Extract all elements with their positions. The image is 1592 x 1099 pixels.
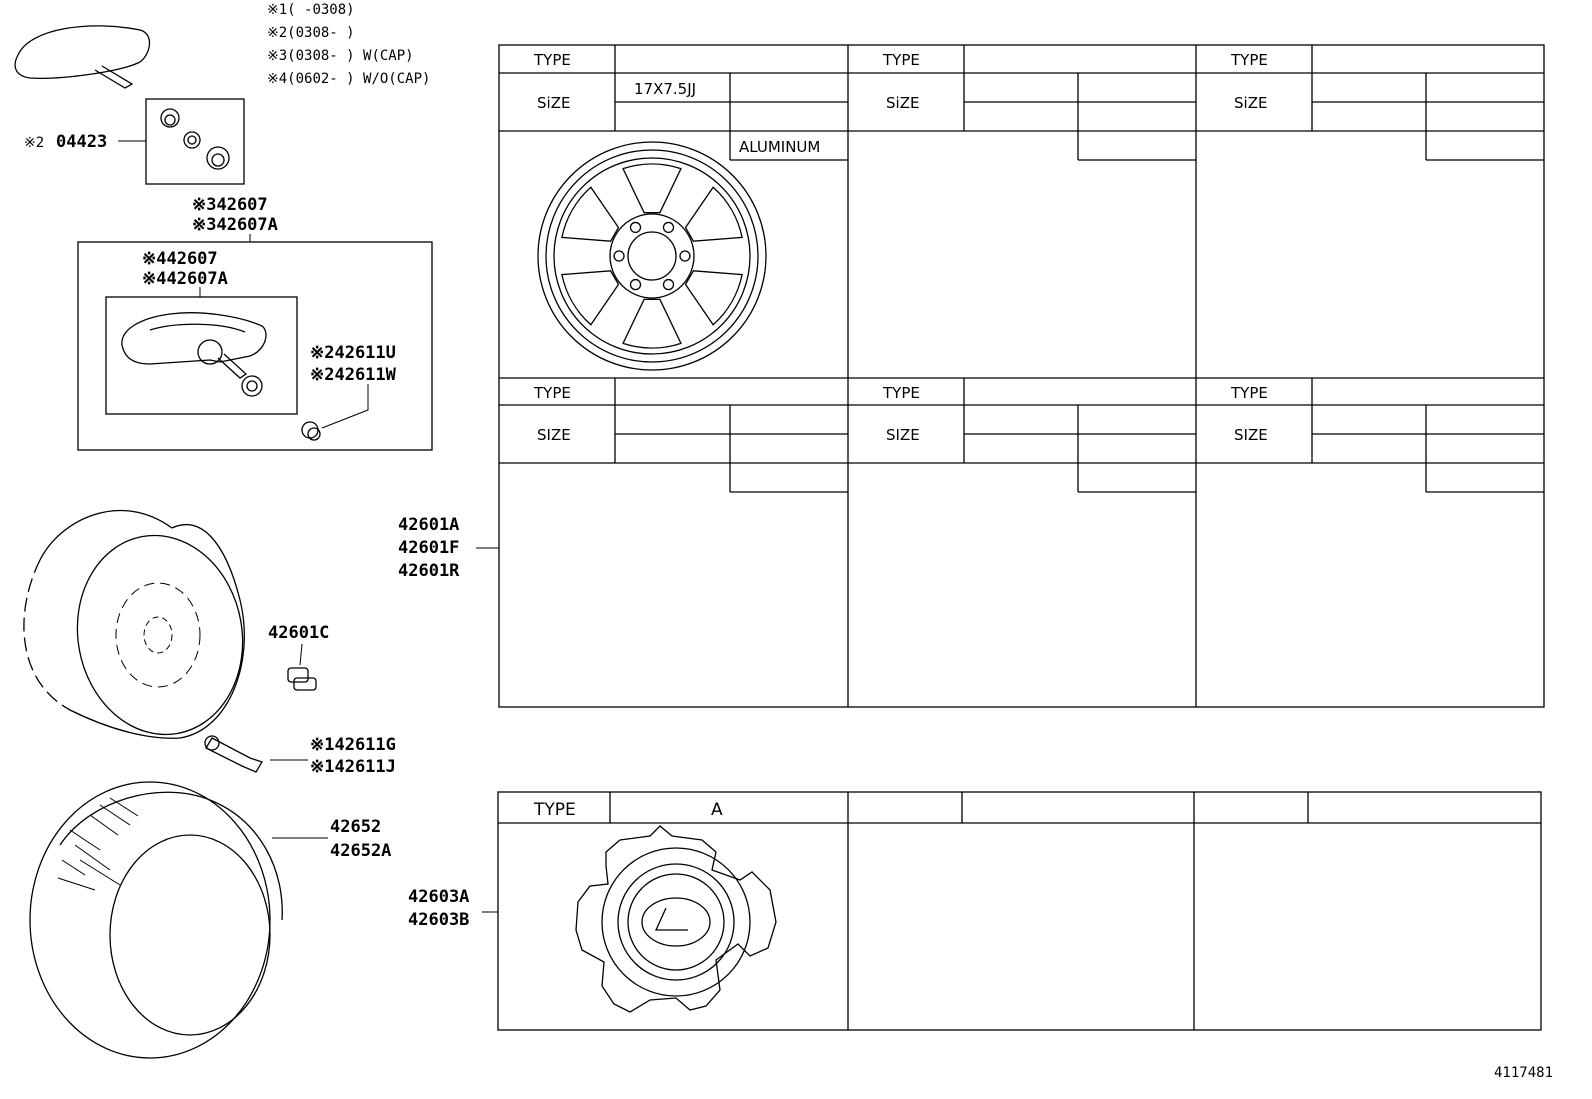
part-04423-label: 04423 — [56, 132, 108, 152]
wheel-type-label-1: TYPE — [534, 51, 571, 69]
wheel-material-label: ALUMINUM — [739, 138, 821, 156]
note-1: ※1( -0308) — [267, 2, 355, 18]
wheel-type-label-6: TYPE — [1231, 384, 1268, 402]
wheel-side-illustration — [24, 511, 258, 748]
wheel-type-label-3: TYPE — [1231, 51, 1268, 69]
wheel-size-value: 17X7.5JJ — [634, 80, 697, 98]
part-42611W-label: ※242611W — [310, 365, 396, 385]
part-42607A-label-1: ※342607A — [192, 215, 278, 235]
note-3: ※3(0308- ) W(CAP) — [267, 48, 414, 64]
note-4: ※4(0602- ) W/O(CAP) — [267, 71, 431, 87]
part-42603B-label: 42603B — [408, 910, 470, 930]
wheel-type-label-5: TYPE — [883, 384, 920, 402]
part-42652-label: 42652 — [330, 817, 382, 837]
wheel-lug-nut — [614, 251, 624, 261]
wheel-size-label-2: SiZE — [886, 94, 920, 112]
part-42652A-label: 42652A — [330, 841, 392, 861]
part-42607A-label-2: ※442607A — [142, 269, 228, 289]
wheel-lug-nut — [680, 251, 690, 261]
wheel-lug-nut — [631, 222, 641, 232]
part-42611G-label: ※142611G — [310, 735, 396, 755]
wheel-size-label-5: SIZE — [886, 426, 920, 444]
valve-nut-illustration — [302, 422, 320, 440]
wheel-spoke-window — [623, 299, 681, 348]
part-42601A-label: 42601A — [398, 515, 460, 535]
part-42607-label-1: ※342607 — [192, 195, 268, 215]
tire-illustration — [30, 782, 282, 1058]
wheel-size-label-4: SIZE — [537, 426, 571, 444]
part-42601R-label: 42601R — [398, 561, 460, 581]
valve-stem-illustration — [205, 736, 262, 772]
wheel-lug-nut — [664, 280, 674, 290]
tpms-sensor-illustration — [122, 313, 266, 396]
part-42607-label-2: ※442607 — [142, 249, 218, 269]
wheel-spoke-window — [623, 164, 681, 213]
wheel-type-label-4: TYPE — [534, 384, 571, 402]
note-2: ※2(0308- ) — [267, 25, 355, 41]
wheel-size-label-1: SiZE — [537, 94, 571, 112]
wheel-size-label-6: SIZE — [1234, 426, 1268, 444]
figure-id: 4117481 — [1494, 1065, 1554, 1081]
part-42611J-label: ※142611J — [310, 757, 396, 777]
cap-type-label: TYPE — [534, 800, 576, 820]
wheel-spoke-window — [686, 271, 743, 325]
sensor-inner-box — [106, 297, 297, 414]
wheel-lug-nut — [664, 222, 674, 232]
part-42601F-label: 42601F — [398, 538, 460, 558]
wheel-nut-illustration — [288, 668, 316, 690]
wheel-spoke-window — [562, 187, 619, 241]
wheel-type-label-2: TYPE — [883, 51, 920, 69]
valve-cap-kit-illustration — [15, 26, 244, 184]
part-42603A-label: 42603A — [408, 887, 470, 907]
wheel-table — [499, 45, 1544, 707]
wheel-spoke-window — [562, 271, 619, 325]
part-42611U-label: ※242611U — [310, 343, 396, 363]
aluminum-wheel-illustration — [538, 142, 766, 370]
wheel-spoke-window — [686, 187, 743, 241]
wheel-size-label-3: SiZE — [1234, 94, 1268, 112]
part-04423-mark: ※2 — [24, 135, 45, 151]
part-42601C-label: 42601C — [268, 623, 330, 643]
center-cap-illustration — [576, 826, 776, 1012]
cap-type-value: A — [711, 800, 723, 820]
wheel-lug-nut — [631, 280, 641, 290]
cap-table — [498, 792, 1541, 1030]
